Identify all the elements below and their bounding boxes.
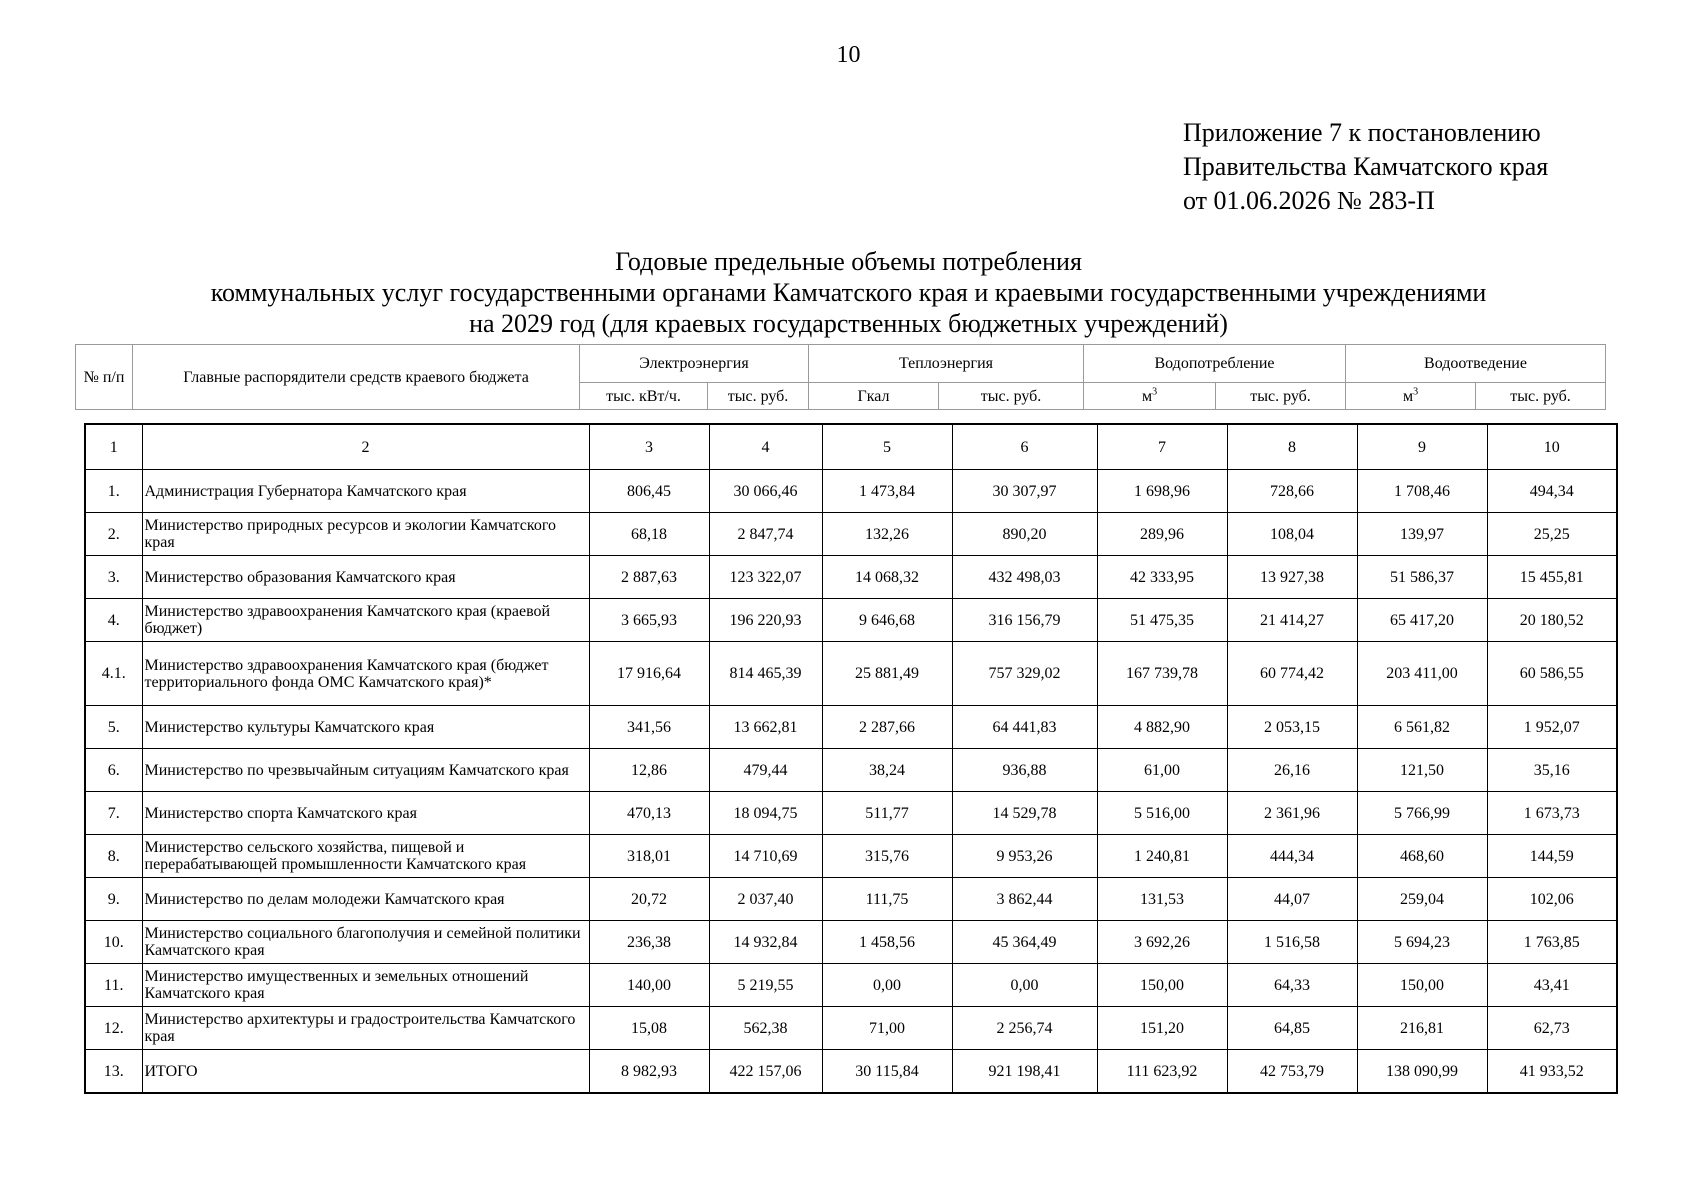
row-value: 14 529,78 bbox=[952, 792, 1097, 835]
row-value: 2 287,66 bbox=[822, 706, 952, 749]
column-number: 6 bbox=[952, 424, 1097, 470]
row-value: 728,66 bbox=[1227, 470, 1357, 513]
data-table bbox=[84, 423, 1618, 1094]
table-row bbox=[85, 792, 1617, 835]
table-row bbox=[85, 1007, 1617, 1050]
row-value: 6 561,82 bbox=[1357, 706, 1487, 749]
row-number: 12. bbox=[85, 1007, 142, 1050]
row-value: 14 710,69 bbox=[709, 835, 822, 878]
row-value: 318,01 bbox=[589, 835, 709, 878]
row-value: 111,75 bbox=[822, 878, 952, 921]
row-value: 150,00 bbox=[1357, 964, 1487, 1007]
row-value: 2 037,40 bbox=[709, 878, 822, 921]
row-value: 15 455,81 bbox=[1487, 556, 1617, 599]
row-value: 0,00 bbox=[822, 964, 952, 1007]
row-value: 2 053,15 bbox=[1227, 706, 1357, 749]
row-value: 131,53 bbox=[1097, 878, 1227, 921]
row-value: 150,00 bbox=[1097, 964, 1227, 1007]
row-name: Министерство сельского хозяйства, пищевой и перерабатывающей промышленности Камчатского края bbox=[142, 835, 589, 878]
row-value: 21 414,27 bbox=[1227, 599, 1357, 642]
row-value: 71,00 bbox=[822, 1007, 952, 1050]
column-number: 10 bbox=[1487, 424, 1617, 470]
row-value: 470,13 bbox=[589, 792, 709, 835]
row-value: 9 953,26 bbox=[952, 835, 1097, 878]
row-value: 13 662,81 bbox=[709, 706, 822, 749]
header-unit: Гкал bbox=[809, 383, 939, 410]
row-value: 1 952,07 bbox=[1487, 706, 1617, 749]
row-value: 167 739,78 bbox=[1097, 642, 1227, 706]
row-value: 494,34 bbox=[1487, 470, 1617, 513]
row-value: 1 708,46 bbox=[1357, 470, 1487, 513]
row-value: 30 307,97 bbox=[952, 470, 1097, 513]
row-value: 468,60 bbox=[1357, 835, 1487, 878]
row-value: 4 882,90 bbox=[1097, 706, 1227, 749]
appendix-line-3: от 01.06.2026 № 283-П bbox=[1183, 186, 1435, 215]
row-value: 1 458,56 bbox=[822, 921, 952, 964]
row-value: 18 094,75 bbox=[709, 792, 822, 835]
row-value: 196 220,93 bbox=[709, 599, 822, 642]
unit-text: м bbox=[1402, 387, 1414, 405]
row-name: Министерство спорта Камчатского края bbox=[142, 792, 589, 835]
row-value: 0,00 bbox=[952, 964, 1097, 1007]
row-value: 111 623,92 bbox=[1097, 1050, 1227, 1094]
document-title bbox=[0, 246, 1697, 339]
appendix-line-1: Приложение 7 к постановлению bbox=[1183, 118, 1541, 147]
row-value: 562,38 bbox=[709, 1007, 822, 1050]
row-value: 60 586,55 bbox=[1487, 642, 1617, 706]
row-value: 5 516,00 bbox=[1097, 792, 1227, 835]
row-value: 757 329,02 bbox=[952, 642, 1097, 706]
row-value: 38,24 bbox=[822, 749, 952, 792]
row-value: 3 665,93 bbox=[589, 599, 709, 642]
row-value: 61,00 bbox=[1097, 749, 1227, 792]
row-value: 64,33 bbox=[1227, 964, 1357, 1007]
row-name: Министерство образования Камчатского края bbox=[142, 556, 589, 599]
title-line-2: коммунальных услуг государственными органами Камчатского края и краевыми государственными учреждениями bbox=[210, 278, 1487, 307]
row-value: 25,25 bbox=[1487, 513, 1617, 556]
table-row bbox=[85, 749, 1617, 792]
table-row bbox=[85, 642, 1617, 706]
row-value: 20 180,52 bbox=[1487, 599, 1617, 642]
row-value: 806,45 bbox=[589, 470, 709, 513]
row-value: 20,72 bbox=[589, 878, 709, 921]
row-value: 123 322,07 bbox=[709, 556, 822, 599]
table-row bbox=[85, 470, 1617, 513]
row-value: 64 441,83 bbox=[952, 706, 1097, 749]
row-name: Министерство архитектуры и градостроительства Камчатского края bbox=[142, 1007, 589, 1050]
row-value: 259,04 bbox=[1357, 878, 1487, 921]
column-number: 3 bbox=[589, 424, 709, 470]
row-value: 14 932,84 bbox=[709, 921, 822, 964]
row-number: 9. bbox=[85, 878, 142, 921]
appendix-note bbox=[1183, 116, 1548, 218]
header-group: Электроэнергия bbox=[580, 345, 809, 383]
row-name: Министерство имущественных и земельных отношений Камчатского края bbox=[142, 964, 589, 1007]
column-number: 1 bbox=[85, 424, 142, 470]
column-number: 9 bbox=[1357, 424, 1487, 470]
row-value: 8 982,93 bbox=[589, 1050, 709, 1094]
row-name: Министерство здравоохранения Камчатского края (краевой бюджет) bbox=[142, 599, 589, 642]
row-value: 2 361,96 bbox=[1227, 792, 1357, 835]
row-value: 814 465,39 bbox=[709, 642, 822, 706]
row-name: Министерство социального благополучия и семейной политики Камчатского края bbox=[142, 921, 589, 964]
row-name: Министерство по делам молодежи Камчатского края bbox=[142, 878, 589, 921]
column-number-row bbox=[85, 424, 1617, 470]
row-name: ИТОГО bbox=[142, 1050, 589, 1094]
row-value: 316 156,79 bbox=[952, 599, 1097, 642]
row-value: 5 694,23 bbox=[1357, 921, 1487, 964]
row-value: 17 916,64 bbox=[589, 642, 709, 706]
row-value: 422 157,06 bbox=[709, 1050, 822, 1094]
unit-superscript: 3 bbox=[1152, 386, 1158, 398]
row-value: 216,81 bbox=[1357, 1007, 1487, 1050]
row-value: 30 115,84 bbox=[822, 1050, 952, 1094]
row-number: 3. bbox=[85, 556, 142, 599]
row-value: 2 887,63 bbox=[589, 556, 709, 599]
table-row bbox=[85, 964, 1617, 1007]
unit-text: м bbox=[1141, 387, 1153, 405]
row-number: 7. bbox=[85, 792, 142, 835]
title-line-1: Годовые предельные объемы потребления bbox=[615, 247, 1082, 276]
column-number: 4 bbox=[709, 424, 822, 470]
row-value: 45 364,49 bbox=[952, 921, 1097, 964]
row-name: Министерство культуры Камчатского края bbox=[142, 706, 589, 749]
row-number: 6. bbox=[85, 749, 142, 792]
row-value: 1 473,84 bbox=[822, 470, 952, 513]
row-value: 144,59 bbox=[1487, 835, 1617, 878]
row-value: 9 646,68 bbox=[822, 599, 952, 642]
row-value: 35,16 bbox=[1487, 749, 1617, 792]
row-value: 5 219,55 bbox=[709, 964, 822, 1007]
header-unit: тыс. руб. bbox=[1476, 383, 1606, 410]
row-value: 315,76 bbox=[822, 835, 952, 878]
row-value: 139,97 bbox=[1357, 513, 1487, 556]
header-unit: тыс. руб. bbox=[1216, 383, 1346, 410]
header-unit: тыс. руб. bbox=[708, 383, 809, 410]
column-number: 2 bbox=[142, 424, 589, 470]
header-table bbox=[75, 344, 1606, 410]
row-value: 921 198,41 bbox=[952, 1050, 1097, 1094]
row-name: Министерство по чрезвычайным ситуациям Камчатского края bbox=[142, 749, 589, 792]
row-value: 13 927,38 bbox=[1227, 556, 1357, 599]
row-number: 13. bbox=[85, 1050, 142, 1094]
header-unit: тыс. кВт/ч. bbox=[580, 383, 708, 410]
row-value: 44,07 bbox=[1227, 878, 1357, 921]
row-value: 936,88 bbox=[952, 749, 1097, 792]
header-group: Водоотведение bbox=[1346, 345, 1606, 383]
row-value: 289,96 bbox=[1097, 513, 1227, 556]
appendix-line-2: Правительства Камчатского края bbox=[1183, 152, 1549, 181]
row-value: 26,16 bbox=[1227, 749, 1357, 792]
table-row bbox=[85, 556, 1617, 599]
column-number: 5 bbox=[822, 424, 952, 470]
row-number: 8. bbox=[85, 835, 142, 878]
row-value: 64,85 bbox=[1227, 1007, 1357, 1050]
row-value: 1 673,73 bbox=[1487, 792, 1617, 835]
row-value: 51 586,37 bbox=[1357, 556, 1487, 599]
row-value: 203 411,00 bbox=[1357, 642, 1487, 706]
header-unit bbox=[1346, 383, 1476, 410]
row-value: 41 933,52 bbox=[1487, 1050, 1617, 1094]
header-group: Водопотребление bbox=[1084, 345, 1346, 383]
table-row bbox=[85, 513, 1617, 556]
row-value: 102,06 bbox=[1487, 878, 1617, 921]
table-row bbox=[85, 1050, 1617, 1094]
header-unit: тыс. руб. bbox=[939, 383, 1084, 410]
row-value: 138 090,99 bbox=[1357, 1050, 1487, 1094]
row-name: Министерство здравоохранения Камчатского края (бюджет территориального фонда ОМС Камчатского края)* bbox=[142, 642, 589, 706]
row-number: 5. bbox=[85, 706, 142, 749]
row-value: 68,18 bbox=[589, 513, 709, 556]
table-row bbox=[85, 835, 1617, 878]
row-name: Министерство природных ресурсов и экологии Камчатского края bbox=[142, 513, 589, 556]
row-value: 511,77 bbox=[822, 792, 952, 835]
column-number: 7 bbox=[1097, 424, 1227, 470]
table-row bbox=[85, 706, 1617, 749]
row-value: 432 498,03 bbox=[952, 556, 1097, 599]
row-value: 30 066,46 bbox=[709, 470, 822, 513]
row-number: 11. bbox=[85, 964, 142, 1007]
row-name: Администрация Губернатора Камчатского края bbox=[142, 470, 589, 513]
row-value: 121,50 bbox=[1357, 749, 1487, 792]
row-value: 140,00 bbox=[589, 964, 709, 1007]
row-value: 1 516,58 bbox=[1227, 921, 1357, 964]
row-value: 25 881,49 bbox=[822, 642, 952, 706]
column-number: 8 bbox=[1227, 424, 1357, 470]
row-value: 151,20 bbox=[1097, 1007, 1227, 1050]
row-value: 42 753,79 bbox=[1227, 1050, 1357, 1094]
title-line-3: на 2029 год (для краевых государственных бюджетных учреждений) bbox=[469, 309, 1228, 338]
row-value: 3 862,44 bbox=[952, 878, 1097, 921]
row-value: 15,08 bbox=[589, 1007, 709, 1050]
table-row bbox=[85, 921, 1617, 964]
row-value: 51 475,35 bbox=[1097, 599, 1227, 642]
header-group: Теплоэнергия bbox=[809, 345, 1084, 383]
row-value: 12,86 bbox=[589, 749, 709, 792]
header-name: Главные распорядители средств краевого бюджета bbox=[133, 345, 580, 410]
row-value: 1 763,85 bbox=[1487, 921, 1617, 964]
row-number: 4. bbox=[85, 599, 142, 642]
row-number: 1. bbox=[85, 470, 142, 513]
row-number: 10. bbox=[85, 921, 142, 964]
row-value: 890,20 bbox=[952, 513, 1097, 556]
row-value: 108,04 bbox=[1227, 513, 1357, 556]
row-value: 60 774,42 bbox=[1227, 642, 1357, 706]
row-number: 2. bbox=[85, 513, 142, 556]
header-unit bbox=[1084, 383, 1216, 410]
row-value: 14 068,32 bbox=[822, 556, 952, 599]
row-value: 3 692,26 bbox=[1097, 921, 1227, 964]
page-number: 10 bbox=[836, 42, 861, 68]
row-value: 236,38 bbox=[589, 921, 709, 964]
row-value: 132,26 bbox=[822, 513, 952, 556]
row-value: 5 766,99 bbox=[1357, 792, 1487, 835]
row-number: 4.1. bbox=[85, 642, 142, 706]
table-body bbox=[85, 424, 1617, 1093]
row-value: 479,44 bbox=[709, 749, 822, 792]
row-value: 2 847,74 bbox=[709, 513, 822, 556]
row-value: 42 333,95 bbox=[1097, 556, 1227, 599]
table-row bbox=[85, 878, 1617, 921]
row-value: 65 417,20 bbox=[1357, 599, 1487, 642]
row-value: 62,73 bbox=[1487, 1007, 1617, 1050]
unit-superscript: 3 bbox=[1413, 386, 1419, 398]
row-value: 1 240,81 bbox=[1097, 835, 1227, 878]
row-value: 43,41 bbox=[1487, 964, 1617, 1007]
table-row bbox=[85, 599, 1617, 642]
row-value: 341,56 bbox=[589, 706, 709, 749]
header-num: № п/п bbox=[76, 345, 133, 410]
row-value: 2 256,74 bbox=[952, 1007, 1097, 1050]
row-value: 1 698,96 bbox=[1097, 470, 1227, 513]
row-value: 444,34 bbox=[1227, 835, 1357, 878]
